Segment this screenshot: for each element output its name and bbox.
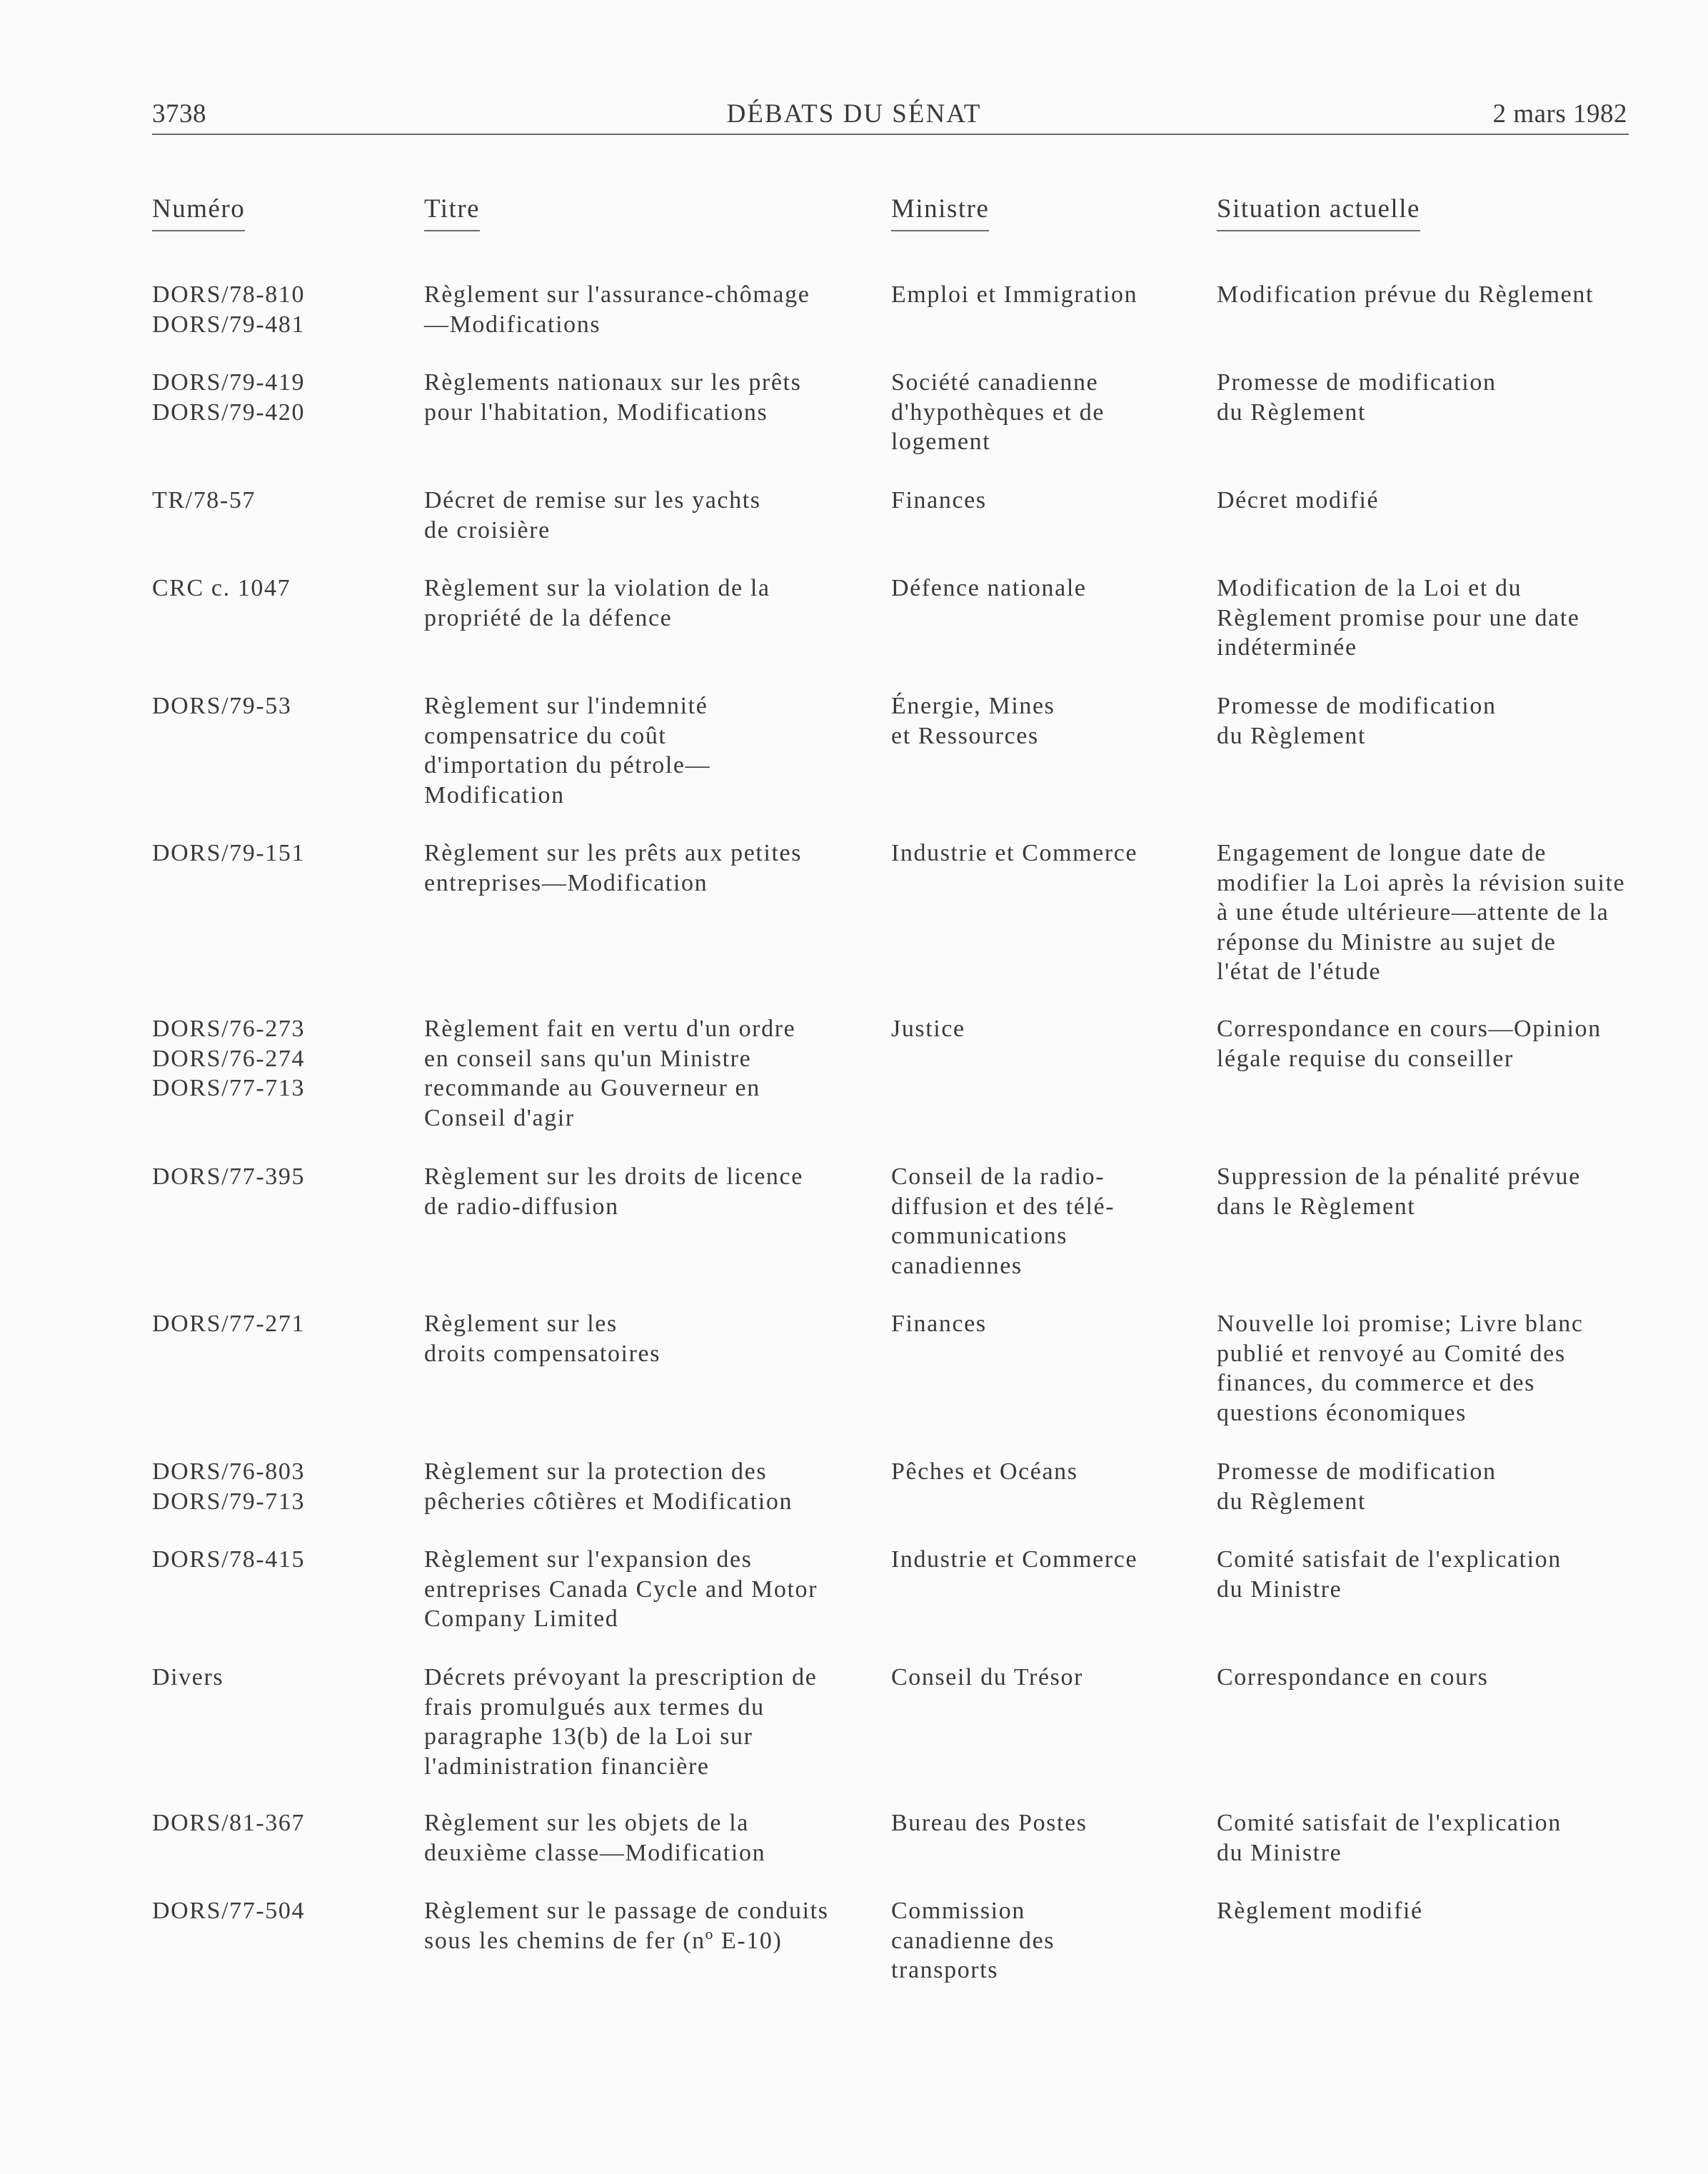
cell-situation: Correspondance en cours—Opinion légale requise du conseiller (1217, 1016, 1602, 1072)
cell-numero: DORS/77-395 (152, 1163, 306, 1190)
cell-numero: DORS/78-415 (152, 1546, 306, 1573)
cell-situation: Comité satisfait de l'explication du Ministre (1217, 1810, 1562, 1866)
cell-ministre: Conseil du Trésor (891, 1664, 1084, 1690)
cell-ministre: Finances (891, 487, 987, 514)
cell-titre: Règlement sur les droits compensatoires (424, 1311, 661, 1367)
cell-ministre: Défence nationale (891, 575, 1087, 601)
cell-titre: Règlement sur l'assurance-chômage —Modifications (424, 281, 810, 338)
cell-situation: Promesse de modification du Règlement (1217, 1458, 1497, 1515)
cell-situation: Règlement modifié (1217, 1898, 1423, 1924)
cell-titre: Règlement sur les objets de la deuxième classe—Modification (424, 1810, 766, 1866)
cell-titre: Règlement sur l'indemnité compensatrice du coût d'importation du pétrole— Modification (424, 693, 711, 808)
column-header-label: Ministre (891, 194, 990, 224)
cell-numero: Divers (152, 1664, 224, 1690)
cell-titre: Règlement sur la protection des pêcheries côtières et Modification (424, 1458, 793, 1515)
cell-titre: Règlement sur les droits de licence de radio-diffusion (424, 1163, 803, 1220)
cell-numero: TR/78-57 (152, 487, 256, 514)
cell-situation: Engagement de longue date de modifier la Loi après la révision suite à une étude ultérieure—attente de la réponse du Ministre au sujet de l'état de l'étude (1217, 840, 1626, 985)
column-header-label: Situation actuelle (1217, 194, 1420, 224)
cell-ministre: Bureau des Postes (891, 1810, 1087, 1836)
cell-ministre: Emploi et Immigration (891, 281, 1138, 308)
cell-situation: Nouvelle loi promise; Livre blanc publié et renvoyé au Comité des finances, du commerce et des questions économiques (1217, 1311, 1584, 1426)
cell-titre: Règlement sur les prêts aux petites entreprises—Modification (424, 840, 803, 896)
cell-situation: Décret modifié (1217, 487, 1380, 514)
cell-titre: Décrets prévoyant la prescription de frais promulgués aux termes du paragraphe 13(b) de la Loi sur l'administration financière (424, 1664, 818, 1780)
column-header-label: Numéro (152, 194, 246, 224)
cell-numero: DORS/78-810 DORS/79-481 (152, 281, 306, 338)
cell-titre: Règlement fait en vertu d'un ordre en conseil sans qu'un Ministre recommande au Gouverneur en Conseil d'agir (424, 1016, 796, 1131)
cell-ministre: Pêches et Océans (891, 1458, 1078, 1485)
cell-numero: DORS/77-504 (152, 1898, 306, 1924)
cell-numero: CRC c. 1047 (152, 575, 291, 601)
cell-ministre: Énergie, Mines et Ressources (891, 693, 1055, 749)
cell-ministre: Commission canadienne des transports (891, 1898, 1055, 1983)
cell-ministre: Société canadienne d'hypothèques et de logement (891, 369, 1105, 455)
running-title: DÉBATS DU SÉNAT (726, 99, 982, 129)
cell-situation: Modification prévue du Règlement (1217, 281, 1594, 308)
cell-numero: DORS/76-803 DORS/79-713 (152, 1458, 306, 1515)
cell-numero: DORS/79-151 (152, 840, 306, 866)
cell-titre: Règlement sur l'expansion des entreprises Canada Cycle and Motor Company Limited (424, 1546, 818, 1632)
cell-ministre: Finances (891, 1311, 987, 1337)
cell-numero: DORS/81-367 (152, 1810, 306, 1836)
column-header-label: Titre (424, 194, 481, 224)
cell-numero: DORS/77-271 (152, 1311, 306, 1337)
cell-titre: Règlement sur le passage de conduits sous les chemins de fer (nº E-10) (424, 1898, 829, 1954)
cell-situation: Suppression de la pénalité prévue dans le Règlement (1217, 1163, 1581, 1220)
cell-ministre: Justice (891, 1016, 965, 1042)
cell-situation: Promesse de modification du Règlement (1217, 369, 1497, 426)
cell-situation: Modification de la Loi et du Règlement promise pour une date indéterminée (1217, 575, 1580, 661)
cell-numero: DORS/76-273 DORS/76-274 DORS/77-713 (152, 1016, 306, 1101)
cell-numero: DORS/79-419 DORS/79-420 (152, 369, 306, 426)
page-number: 3738 (152, 99, 206, 129)
cell-numero: DORS/79-53 (152, 693, 292, 719)
cell-titre: Règlements nationaux sur les prêts pour l'habitation, Modifications (424, 369, 802, 426)
cell-titre: Règlement sur la violation de la propriété de la défence (424, 575, 770, 631)
cell-situation: Correspondance en cours (1217, 1664, 1489, 1690)
cell-ministre: Industrie et Commerce (891, 840, 1138, 866)
cell-situation: Promesse de modification du Règlement (1217, 693, 1497, 749)
cell-titre: Décret de remise sur les yachts de croisière (424, 487, 761, 544)
cell-situation: Comité satisfait de l'explication du Ministre (1217, 1546, 1562, 1603)
issue-date: 2 mars 1982 (1492, 99, 1627, 129)
cell-ministre: Industrie et Commerce (891, 1546, 1138, 1573)
cell-ministre: Conseil de la radio- diffusion et des télé- communications canadiennes (891, 1163, 1115, 1279)
